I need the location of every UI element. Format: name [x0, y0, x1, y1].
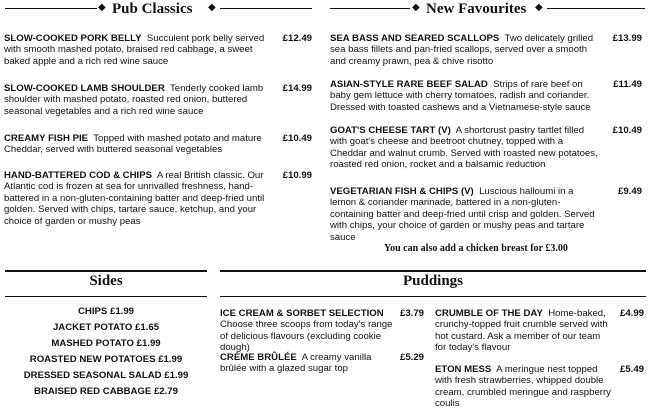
- side-item: BRAISED RED CABBAGE £2.79: [34, 386, 178, 397]
- item-price: £12.49: [282, 33, 312, 44]
- section-title: Puddings: [402, 273, 464, 289]
- menu-item: [330, 79, 602, 113]
- item-price: £13.99: [612, 33, 642, 44]
- item-description: Home-baked, crunchy-topped fruit crumble served with hot custard. Ask a member of our team for today's flavour: [435, 308, 608, 354]
- item-price: £10.99: [282, 170, 312, 181]
- puddings-top-rule: [220, 270, 646, 272]
- item-name: GOAT'S CHEESE TART (V): [330, 125, 451, 136]
- menu-item: [4, 170, 272, 227]
- ornament-icon: ◆: [98, 2, 106, 13]
- item-description: Topped with mashed potato and mature Cheddar, served with buttered seasonal vegetables: [4, 133, 262, 156]
- item-description: A creamy vanilla brûlée with a glazed sugar top: [220, 352, 372, 375]
- item-description: Strips of rare beef on baby gem lettuce with cherry tomatoes, radish and coriander. Dressed with toasted cashews and a Vietnamese-style sauce: [330, 79, 591, 113]
- item-price: £3.79: [399, 308, 424, 319]
- menu-item: [330, 125, 602, 171]
- item-name: CREAMY FISH PIE: [4, 133, 89, 144]
- item-name: ICE CREAM & SORBET SELECTION: [220, 308, 384, 319]
- side-item: ROASTED NEW POTATOES £1.99: [29, 354, 183, 365]
- item-description: Two delicately grilled sea bass fillets and pan-fried scallops, served over a smooth and creamy prawn, pea & chive risotto: [330, 33, 594, 67]
- ornament-icon: ◆: [535, 2, 543, 13]
- item-name: SEA BASS AND SEARED SCALLOPS: [330, 33, 500, 44]
- pudding-item: [220, 308, 395, 354]
- item-price: £5.29: [399, 352, 424, 363]
- item-name: SLOW-COOKED LAMB SHOULDER: [4, 83, 165, 94]
- ornament-icon: ◆: [412, 2, 420, 13]
- item-name: HAND-BATTERED COD & CHIPS: [4, 170, 152, 181]
- item-price: £4.99: [619, 308, 644, 319]
- sides-top-rule: [5, 270, 207, 272]
- item-description: Succulent pork belly served with smooth mashed potato, braised red cabbage, a sweet baked apple and a rich red wine sauce: [4, 33, 265, 67]
- side-item: DRESSED SEASONAL SALAD £1.99: [23, 370, 189, 381]
- item-price: £10.49: [612, 125, 642, 136]
- item-name: ASIAN-STYLE RARE BEEF SALAD: [330, 79, 488, 90]
- pudding-item: [435, 308, 613, 354]
- item-price: £5.49: [619, 364, 644, 375]
- item-name: VEGETARIAN FISH & CHIPS (V): [330, 186, 474, 197]
- item-price: £14.99: [282, 83, 312, 94]
- side-item: JACKET POTATO £1.65: [52, 322, 160, 333]
- side-item: MASHED POTATO £1.99: [51, 338, 161, 349]
- puddings-bottom-rule: [220, 296, 646, 297]
- item-name: CRUMBLE OF THE DAY: [435, 308, 543, 319]
- pudding-item: [435, 364, 613, 410]
- item-description: Tenderly cooked lamb shoulder with mashed potato, roasted red onion, buttered seasonal vegetables and a rich red wine sauce: [4, 83, 264, 117]
- item-price: £9.49: [617, 186, 642, 197]
- item-description: A real British classic. Our Atlantic cod is frozen at sea for unrivalled freshness, hand-battered in a non-gluten-containing batter and deep-fried until golden. Served with chips, tartare sauce, ketchup, and your choice of garden or mushy peas: [4, 170, 265, 227]
- menu-item: [4, 33, 272, 67]
- header-rule-left: [5, 8, 97, 10]
- header-rule-left: [330, 8, 410, 10]
- item-description: A shortcrust pastry tartlet filled with goat's cheese and beetroot chutney, topped with a Cheddar and walnut crumb. Served with roasted new potatoes, roasted red onion, rocket and a balsamic reduction: [330, 125, 598, 171]
- item-price: £11.49: [613, 79, 642, 90]
- item-name: CRÈME BRÛLÉE: [220, 352, 297, 363]
- section-title: Pub Classics: [112, 1, 193, 17]
- item-name: ETON MESS: [435, 364, 492, 375]
- side-item: CHIPS £1.99: [78, 306, 134, 317]
- add-chicken-note: You can also add a chicken breast for £3.00: [384, 243, 568, 254]
- section-title: Sides: [89, 273, 123, 289]
- header-rule-right: [220, 8, 312, 10]
- pudding-item: [220, 352, 395, 375]
- item-description: A meringue nest topped with fresh strawberries, whipped double cream, crumbled meringue and raspberry coulis: [435, 364, 611, 410]
- section-title: New Favourites: [426, 1, 527, 17]
- menu-item: [4, 83, 272, 117]
- menu-item: [4, 133, 272, 156]
- sides-bottom-rule: [5, 296, 207, 297]
- menu-item: [330, 33, 602, 67]
- item-price: £10.49: [282, 133, 312, 144]
- menu-item: [330, 186, 602, 243]
- item-description: Choose three scoops from today's range of delicious flavours (excluding cookie dough): [220, 319, 393, 354]
- ornament-icon: ◆: [208, 2, 216, 13]
- header-rule-right: [547, 8, 645, 10]
- item-description: Luscious halloumi in a lemon & coriander marinade, battered in a non-gluten-containing batter and deep-fried until crisp and golden. Served with chips, your choice of garden or mushy peas and tartare sauce: [330, 186, 595, 243]
- item-name: SLOW-COOKED PORK BELLY: [4, 33, 142, 44]
